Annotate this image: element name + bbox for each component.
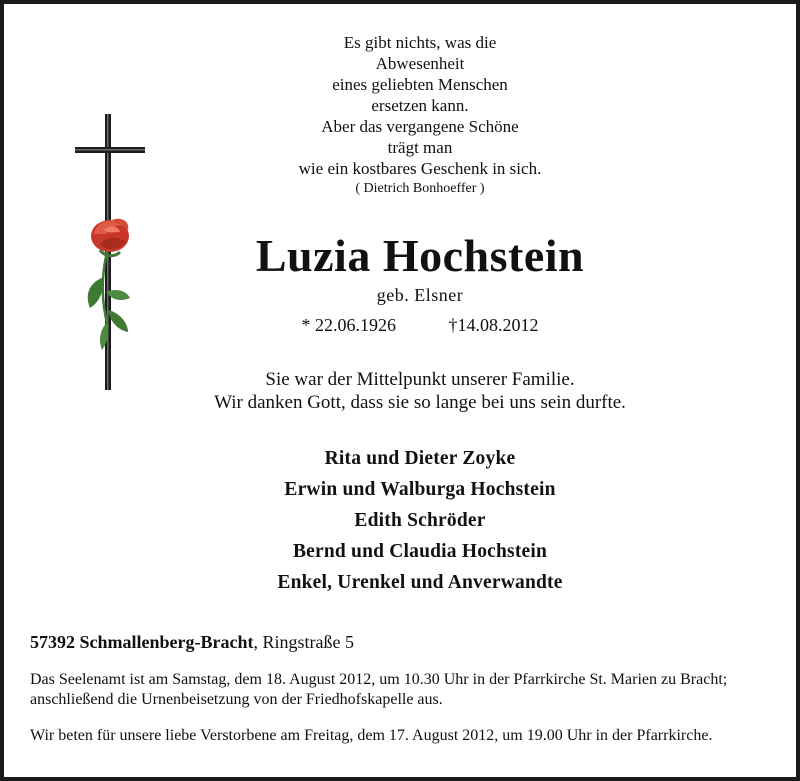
address-city: 57392 Schmallenberg-Bracht [30,632,254,652]
mourner-entry: Bernd und Claudia Hochstein [292,541,548,562]
quote-line: Abwesenheit [375,54,465,73]
quote-line: trägt man [387,138,453,157]
sentence-line: Sie war der Mittelpunkt unserer Familie. [265,369,575,390]
address-street: , Ringstraße 5 [253,632,354,652]
maiden-name: geb. Elsner [376,285,464,305]
birth-date: * 22.06.1926 [301,315,396,335]
mourners-list [60,443,780,598]
mourner-entry: Edith Schröder [354,510,486,531]
life-dates [60,315,780,336]
sentence-line: Wir danken Gott, dass sie so lange bei uns sein durfte. [214,392,626,413]
quote-line: Es gibt nichts, was die [343,33,497,52]
quote-line: ersetzen kann. [371,96,469,115]
death-date: †14.08.2012 [448,315,539,335]
address-line [30,632,354,653]
quote-line: wie ein kostbares Geschenk in sich. [298,159,542,178]
deceased-name: Luzia Hochstein [255,230,585,281]
quote-block [60,32,780,199]
quote-line: eines geliebten Menschen [332,75,508,94]
family-sentence [60,368,780,414]
prayer-info: Wir beten für unsere liebe Verstorbene am Freitag, dem 17. August 2012, um 19.00 Uhr in der Pfarrkirche. [30,727,713,744]
mourner-entry: Enkel, Urenkel und Anverwandte [277,572,563,593]
requiem-info: Das Seelenamt ist am Samstag, dem 18. August 2012, um 10.30 Uhr in der Pfarrkirche St. Marien zu Bracht; anschließend die Urnenbeisetzung von der Friedhofskapelle aus. [30,671,728,708]
mourner-entry: Rita und Dieter Zoyke [324,448,516,469]
quote-author: ( Dietrich Bonhoeffer ) [355,181,485,196]
mourner-entry: Erwin und Walburga Hochstein [284,479,556,500]
quote-line: Aber das vergangene Schöne [321,117,519,136]
